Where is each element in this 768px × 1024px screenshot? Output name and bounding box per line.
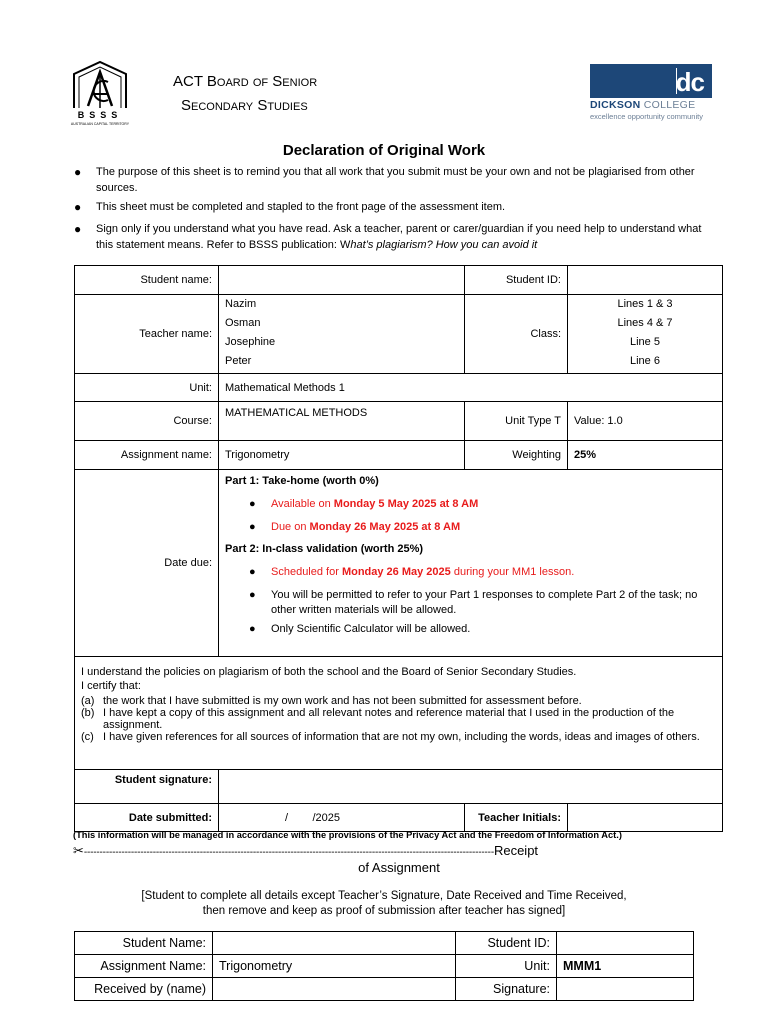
date-due-label: Date due: [75, 470, 219, 657]
board-title-line2: Secondary Studies [181, 97, 308, 114]
college-tagline: excellence opportunity community [590, 112, 703, 121]
teacher-name-label: Teacher name: [75, 295, 219, 374]
publication-title: hat’s plagiarism? How you can avoid it [350, 239, 538, 251]
dc-letters: dc [675, 67, 704, 97]
declaration-form [74, 265, 723, 832]
class-line: Lines 4 & 7 [617, 317, 673, 329]
assignment-name-value: Trigonometry [219, 441, 465, 470]
student-id-field[interactable] [568, 266, 723, 295]
bsss-letters: BSSS [77, 110, 123, 120]
teacher-initials-label: Teacher Initials: [465, 804, 568, 832]
certify-item [81, 731, 716, 743]
certify-text: the work that I have submitted is my own work and has not been submitted for assessment before. [103, 695, 582, 707]
class-label: Class: [465, 295, 568, 374]
teacher-name: Josephine [225, 336, 276, 348]
weighting-label: Weighting [465, 441, 568, 470]
unit-type-label: Unit Type T [465, 402, 568, 441]
college-name-light: COLLEGE [640, 99, 696, 111]
receipt-assignment-label: Assignment Name: [75, 955, 213, 978]
receipt-assignment-value: Trigonometry [213, 955, 456, 978]
intro-bullet-text: Sign only if you understand what you have read. Ask a teacher, parent or carer/guardian if you need help to understand what this statement means. Refer to BSSS publication: W [96, 223, 702, 251]
receipt-signature-field[interactable] [557, 978, 694, 1001]
board-title-line1: ACT Board of Senior [173, 73, 318, 90]
bsss-subtitle: AUSTRALIAN CAPITAL TERRITORY [70, 122, 130, 126]
part1-due-prefix: Due on [271, 521, 310, 533]
part2-heading: Part 2: In-class validation (worth 25%) [225, 543, 424, 555]
date-submitted-label: Date submitted: [75, 804, 219, 832]
date-due-details [219, 470, 723, 657]
receipt-student-name-field[interactable] [213, 932, 456, 955]
privacy-note: (This information will be managed in accordance with the provisions of the Privacy Act and the Freedom of Information Act.) [73, 830, 622, 840]
scissors-icon: ✂ [73, 843, 84, 858]
course-value: MATHEMATICAL METHODS [219, 402, 465, 441]
student-signature-field[interactable] [219, 770, 723, 804]
part2-scheduled-prefix: Scheduled for [271, 566, 342, 578]
date-submitted-field[interactable]: / /2025 [219, 804, 465, 832]
policy-statement: I understand the policies on plagiarism of both the school and the Board of Senior Secondary Studies. [81, 666, 577, 678]
student-name-field[interactable] [219, 266, 465, 295]
receipt-heading: Receipt [493, 843, 539, 858]
plagiarism-certification [75, 657, 723, 770]
course-label: Course: [75, 402, 219, 441]
certify-item [81, 695, 716, 707]
part1-available-prefix: Available on [271, 498, 334, 510]
certify-intro: I certify that: [81, 680, 141, 692]
intro-bullet: ● The purpose of this sheet is to remind you that all work that you submit must be your own and not be plagiarised from other sources. [74, 164, 714, 196]
certify-text: I have kept a copy of this assignment and all relevant notes and reference material that I used in the production of the assignment. [103, 707, 675, 731]
certify-item [81, 707, 716, 731]
unit-value-weight: Value: 1.0 [568, 402, 723, 441]
certify-text: I have given references for all sources of information that are not my own, including the words, ideas and images of others. [103, 731, 700, 743]
assignment-name-label: Assignment name: [75, 441, 219, 470]
board-title [173, 70, 317, 118]
receipt-unit-label: Unit: [456, 955, 557, 978]
certify-key: (a) [81, 695, 95, 707]
unit-value: Mathematical Methods 1 [219, 374, 723, 402]
student-id-label: Student ID: [465, 266, 568, 295]
part1-heading: Part 1: Take-home (worth 0%) [225, 475, 379, 487]
receipt-heading-line2 [0, 860, 768, 875]
receipt-student-name-label: Student Name: [75, 932, 213, 955]
teacher-name: Osman [225, 317, 261, 329]
received-by-field[interactable] [213, 978, 456, 1001]
receipt-heading-2-text: of Assignment [358, 860, 440, 875]
receipt-form [74, 931, 694, 1001]
part2-scheduled-date: Monday 26 May 2025 [341, 566, 451, 578]
teacher-initials-field[interactable] [568, 804, 723, 832]
class-list [568, 295, 723, 374]
student-name-label: Student name: [75, 266, 219, 295]
receipt-student-id-label: Student ID: [456, 932, 557, 955]
intro-bullet [74, 221, 714, 253]
cut-line: ✂-----------------------------------------------------------------------------------------------------------------------------------Receipt [73, 843, 539, 858]
page-title: Declaration of Original Work [282, 142, 486, 159]
part1-due [225, 520, 716, 535]
teacher-name: Nazim [225, 298, 257, 310]
teacher-name: Peter [225, 355, 252, 367]
received-by-label: Received by (name) [75, 978, 213, 1001]
intro-bullets [74, 164, 714, 255]
unit-label: Unit: [75, 374, 219, 402]
part2-scheduled [225, 565, 716, 580]
part2-scheduled-suffix: during your MM1 lesson. [450, 566, 575, 578]
receipt-signature-label: Signature: [456, 978, 557, 1001]
bsss-logo [70, 60, 130, 128]
intro-bullet: ● This sheet must be completed and stapled to the front page of the assessment item. [74, 199, 714, 215]
part1-available [225, 497, 716, 512]
student-signature-label: Student signature: [75, 770, 219, 804]
part2-calculator: ● Only Scientific Calculator will be allowed. [225, 622, 716, 637]
class-line: Line 6 [630, 355, 660, 367]
receipt-student-id-field[interactable] [557, 932, 694, 955]
receipt-instructions [0, 889, 768, 919]
part2-permitted: ● You will be permitted to refer to your Part 1 responses to complete Part 2 of the task; no other written materials will be allowed. [225, 588, 716, 618]
teacher-list [219, 295, 465, 374]
weighting-value: 25% [568, 441, 723, 470]
class-line: Line 5 [630, 336, 660, 348]
part1-available-date: Monday 5 May 2025 at 8 AM [333, 498, 479, 510]
class-line: Lines 1 & 3 [617, 298, 673, 310]
certify-key: (b) [81, 707, 95, 719]
certify-key: (c) [81, 731, 94, 743]
part1-due-date: Monday 26 May 2025 at 8 AM [309, 521, 461, 533]
dickson-college-logo [590, 64, 714, 122]
college-name-bold: DICKSON [590, 99, 641, 111]
receipt-instructions-line: [Student to complete all details except Teacher’s Signature, Date Received and Time Received, [141, 890, 627, 902]
receipt-instructions-line: then remove and keep as proof of submission after teacher has signed] [202, 905, 566, 917]
receipt-unit-value: MMM1 [557, 955, 694, 978]
